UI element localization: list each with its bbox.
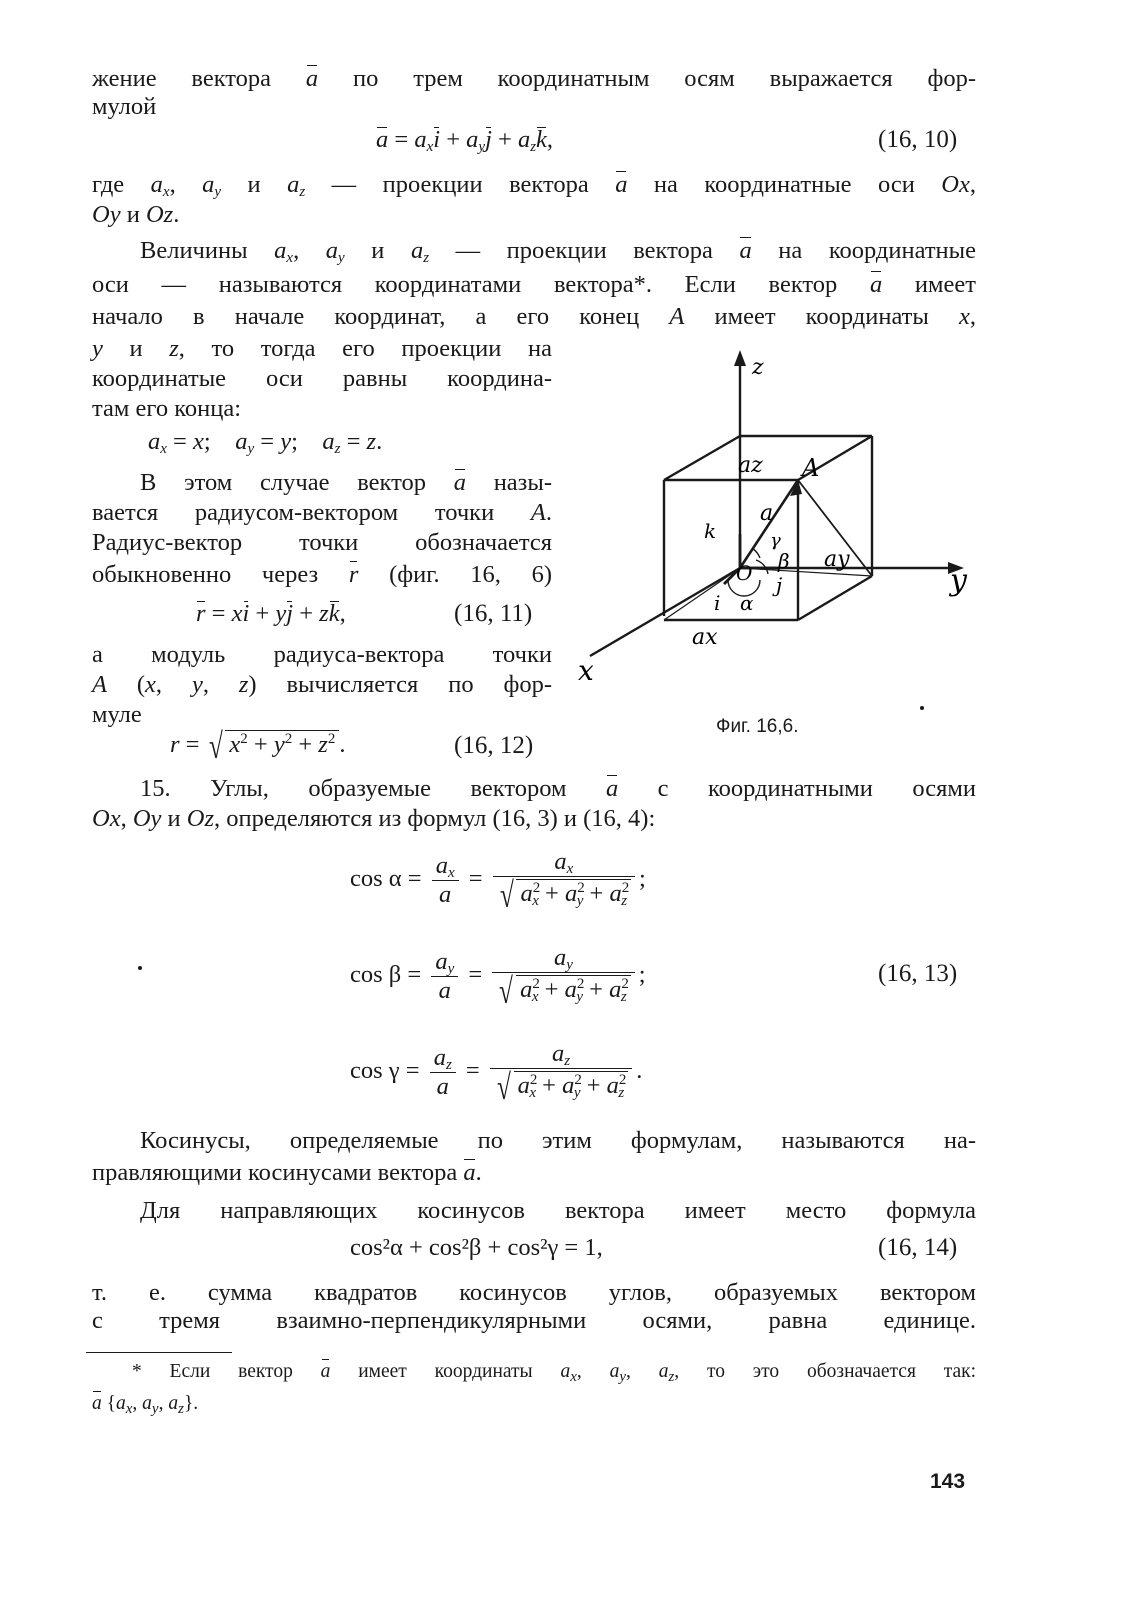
text-line: оси — называются координатами вектора*. Если вектор a имеет <box>92 271 976 298</box>
equation-16-14: cos²α + cos²β + cos²γ = 1, <box>350 1234 603 1261</box>
figure-caption: Фиг. 16,6. <box>716 716 799 737</box>
text-line: Ox, Oy и Oz, определяются из формул (16, 3) и (16, 4): <box>92 805 656 832</box>
text-line: Для направляющих косинусов вектора имеет место формула <box>140 1197 976 1224</box>
text-line: Величины $a_x$, $a_y$ и $a_z$ — проекции вектора a на координатные <box>140 237 977 266</box>
k-label: k <box>704 519 717 543</box>
text-line: A (x, y, z) вычисляется по фор- <box>92 671 552 698</box>
equation-number: (16, 14) <box>878 1234 958 1261</box>
text-line: начало в начале координат, а его конец A имеет координаты x, <box>92 303 976 330</box>
text-line: жение вектора a по трем координатным осям выражается фор- <box>92 65 977 92</box>
equation-number: (16, 10) <box>878 126 958 153</box>
equation-number: (16, 11) <box>454 600 533 627</box>
az-label: az <box>738 453 763 478</box>
equation-cos-gamma: cos γ = $\frac{a_z}{a}$ = $\frac{a_z}{√ a^2_x + a^2_y + a^2_z}$ . <box>350 1040 643 1107</box>
equation-16-12: r = √ $x^2 + y^2 + z^2$ . <box>170 726 346 766</box>
equation-16-11: r = xi + yj + zk, <box>196 600 346 627</box>
text-line: обыкновенно через r (фиг. 16, 6) <box>92 561 553 588</box>
text-line: а модуль радиуса-вектора точки <box>92 641 552 668</box>
y-axis-label: y <box>950 563 967 598</box>
equation-coords: $a_x = x$; $a_y = y$; $a_z = z$. <box>148 428 383 457</box>
text-line: вается радиусом-вектором точки A. <box>92 499 552 526</box>
gamma-label: γ <box>770 530 781 551</box>
figure-16-6 <box>572 344 992 704</box>
ax-label: ax <box>692 625 718 650</box>
text-line: координатые оси равны координа- <box>92 365 552 392</box>
point-A-label: A <box>802 454 820 482</box>
equation-16-10: $a = a_xi + a_yj + a_zk$, <box>376 126 554 155</box>
equation-cos-alpha: cos α = $\frac{a_x}{a}$ = $\frac{a_x}{√ a^2_x + a^2_y + a^2_z}$ ; <box>350 848 646 915</box>
speck <box>920 706 924 710</box>
page-number: 143 <box>930 1470 966 1493</box>
j-label: j <box>776 573 783 597</box>
alpha-label: α <box>740 591 754 615</box>
footnote-line: a {$a_x$, $a_y$, $a_z$}. <box>92 1390 198 1418</box>
equation-number: (16, 13) <box>878 960 958 987</box>
text-line: 15. Углы, образуемые вектором a с координатными осями <box>140 775 976 802</box>
speck <box>138 966 142 970</box>
ay-label: ay <box>824 547 850 572</box>
text-line: Радиус-вектор точки обозначается <box>92 529 552 556</box>
equation-cos-beta: cos β = $\frac{a_y}{a}$ = $\frac{a_y}{√ a^2_x + a^2_y + a^2_z}$ ; <box>350 944 646 1011</box>
text-line: Oy и Oz. <box>92 201 180 228</box>
text-line: Косинусы, определяемые по этим формулам, называются на- <box>140 1127 976 1154</box>
text-line: y и z, то тогда его проекции на <box>92 335 552 362</box>
text-line: т. е. сумма квадратов косинусов углов, образуемых вектором <box>92 1279 976 1306</box>
footnote-rule <box>86 1352 232 1353</box>
text-line: мулой <box>92 93 157 120</box>
i-label: i <box>714 591 721 615</box>
text-line: муле <box>92 701 142 728</box>
origin-label: O <box>736 561 753 585</box>
text-line: В этом случае вектор a назы- <box>140 469 552 496</box>
text-line: где $a_x$, $a_y$ и $a_z$ — проекции вектора a на координатные оси Ox, <box>92 171 976 200</box>
footnote-line: * Если вектор a имеет координаты $a_x$, $a_y$, $a_z$, то это обозначается так: <box>132 1358 976 1386</box>
text-line: с тремя взаимно-перпендикулярными осями, равна единице. <box>92 1307 976 1334</box>
beta-label: β <box>778 549 790 573</box>
text-line: правляющими косинусами вектора a. <box>92 1159 482 1186</box>
z-axis-label: z <box>752 355 764 380</box>
x-axis-label: x <box>578 654 594 687</box>
text-line: там его конца: <box>92 395 242 422</box>
a-label: a <box>760 501 774 526</box>
equation-number: (16, 12) <box>454 732 534 759</box>
